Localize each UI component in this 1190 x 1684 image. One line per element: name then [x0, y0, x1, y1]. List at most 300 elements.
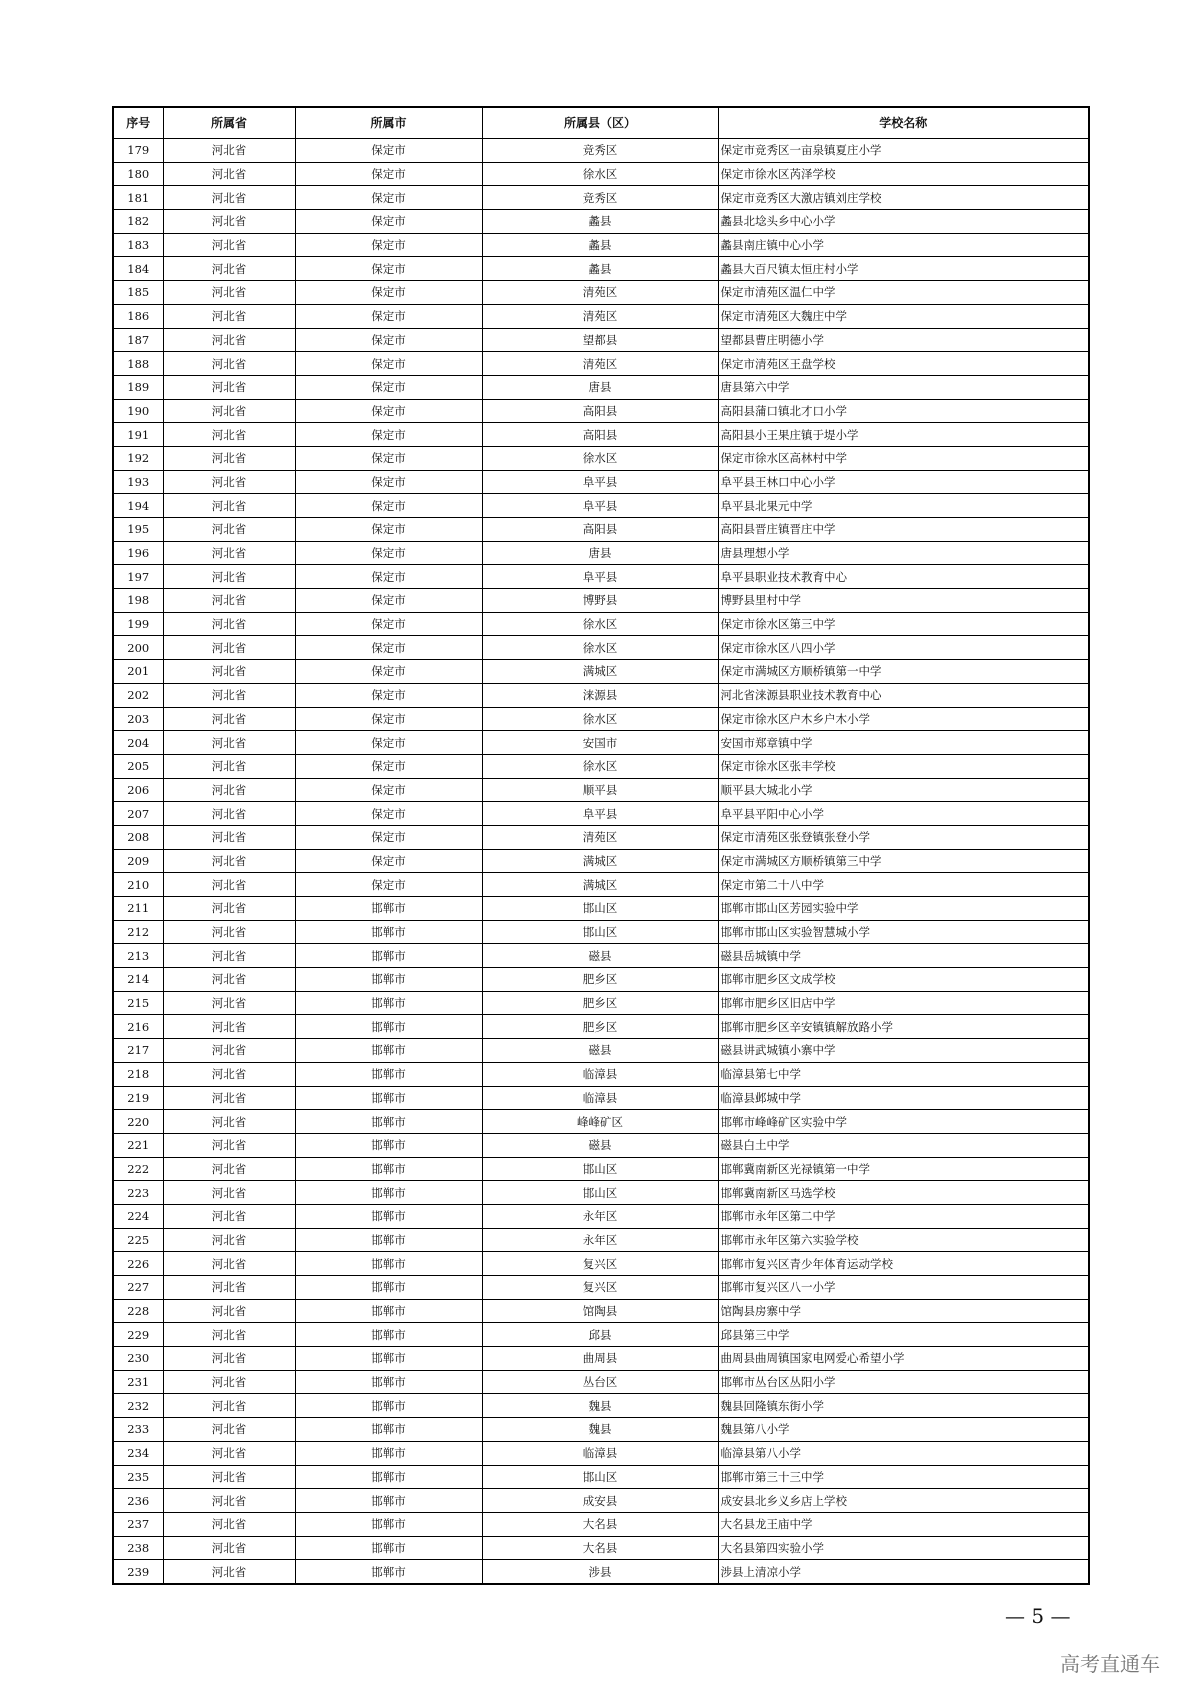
cell-school-name: 蠡县北埝头乡中心小学: [718, 210, 1089, 234]
table-row: [113, 1015, 1089, 1039]
table-row: [113, 1394, 1089, 1418]
cell-city: 邯郸市: [295, 1441, 482, 1465]
cell-city: 保定市: [295, 139, 482, 163]
cell-city: 保定市: [295, 375, 482, 399]
header-province: 所属省: [163, 107, 295, 139]
table-row: [113, 1228, 1089, 1252]
table-row: [113, 1323, 1089, 1347]
page-number: — 5 —: [1005, 1604, 1071, 1628]
cell-index: 189: [113, 375, 163, 399]
cell-county: 魏县: [482, 1418, 718, 1442]
cell-city: 保定市: [295, 754, 482, 778]
table-row: [113, 1418, 1089, 1442]
cell-province: 河北省: [163, 1039, 295, 1063]
cell-school-name: 涉县上清凉小学: [718, 1560, 1089, 1584]
cell-school-name: 蠡县大百尺镇太恒庄村小学: [718, 257, 1089, 281]
cell-province: 河北省: [163, 1536, 295, 1560]
table-row: [113, 944, 1089, 968]
cell-city: 保定市: [295, 518, 482, 542]
header-city: 所属市: [295, 107, 482, 139]
cell-county: 峰峰矿区: [482, 1110, 718, 1134]
cell-index: 205: [113, 754, 163, 778]
cell-school-name: 邯郸市邯山区芳园实验中学: [718, 897, 1089, 921]
cell-province: 河北省: [163, 1110, 295, 1134]
table-row: [113, 1204, 1089, 1228]
cell-index: 203: [113, 707, 163, 731]
cell-province: 河北省: [163, 1062, 295, 1086]
cell-index: 212: [113, 920, 163, 944]
table-row: [113, 920, 1089, 944]
cell-index: 191: [113, 423, 163, 447]
cell-province: 河北省: [163, 1512, 295, 1536]
cell-county: 成安县: [482, 1489, 718, 1513]
cell-index: 192: [113, 446, 163, 470]
cell-province: 河北省: [163, 565, 295, 589]
cell-county: 清苑区: [482, 825, 718, 849]
table-row: [113, 470, 1089, 494]
cell-index: 198: [113, 589, 163, 613]
cell-province: 河北省: [163, 1489, 295, 1513]
cell-province: 河北省: [163, 991, 295, 1015]
cell-county: 永年区: [482, 1204, 718, 1228]
cell-county: 满城区: [482, 660, 718, 684]
cell-city: 保定市: [295, 873, 482, 897]
cell-school-name: 蠡县南庄镇中心小学: [718, 233, 1089, 257]
cell-city: 保定市: [295, 707, 482, 731]
cell-county: 复兴区: [482, 1276, 718, 1300]
cell-index: 179: [113, 139, 163, 163]
table-row: [113, 1370, 1089, 1394]
cell-county: 满城区: [482, 849, 718, 873]
cell-province: 河北省: [163, 1086, 295, 1110]
cell-school-name: 邯郸市永年区第二中学: [718, 1204, 1089, 1228]
table-row: [113, 825, 1089, 849]
cell-school-name: 邯郸市永年区第六实验学校: [718, 1228, 1089, 1252]
cell-school-name: 邯郸市丛台区丛阳小学: [718, 1370, 1089, 1394]
table-row: [113, 683, 1089, 707]
table-row: [113, 1489, 1089, 1513]
cell-county: 唐县: [482, 541, 718, 565]
cell-city: 保定市: [295, 825, 482, 849]
cell-city: 保定市: [295, 210, 482, 234]
cell-province: 河北省: [163, 1394, 295, 1418]
cell-school-name: 阜平县平阳中心小学: [718, 802, 1089, 826]
table-row: [113, 233, 1089, 257]
cell-school-name: 保定市徐水区八四小学: [718, 636, 1089, 660]
cell-province: 河北省: [163, 1276, 295, 1300]
cell-index: 234: [113, 1441, 163, 1465]
cell-county: 唐县: [482, 375, 718, 399]
table-row: [113, 162, 1089, 186]
cell-city: 保定市: [295, 352, 482, 376]
cell-city: 保定市: [295, 328, 482, 352]
cell-index: 222: [113, 1157, 163, 1181]
cell-province: 河北省: [163, 1157, 295, 1181]
cell-province: 河北省: [163, 778, 295, 802]
table-row: [113, 991, 1089, 1015]
cell-province: 河北省: [163, 1418, 295, 1442]
cell-school-name: 阜平县王林口中心小学: [718, 470, 1089, 494]
cell-province: 河北省: [163, 825, 295, 849]
cell-school-name: 邯郸市复兴区青少年体育运动学校: [718, 1252, 1089, 1276]
table-row: [113, 873, 1089, 897]
cell-city: 邯郸市: [295, 1489, 482, 1513]
table-row: [113, 1181, 1089, 1205]
cell-index: 223: [113, 1181, 163, 1205]
table-row: [113, 1276, 1089, 1300]
cell-school-name: 大名县龙王庙中学: [718, 1512, 1089, 1536]
cell-index: 209: [113, 849, 163, 873]
cell-index: 239: [113, 1560, 163, 1584]
cell-school-name: 保定市清苑区大魏庄中学: [718, 304, 1089, 328]
cell-county: 肥乡区: [482, 968, 718, 992]
table-row: [113, 802, 1089, 826]
cell-county: 临漳县: [482, 1441, 718, 1465]
cell-index: 237: [113, 1512, 163, 1536]
cell-province: 河北省: [163, 1560, 295, 1584]
cell-index: 188: [113, 352, 163, 376]
cell-school-name: 磁县讲武城镇小寨中学: [718, 1039, 1089, 1063]
cell-school-name: 邯郸市峰峰矿区实验中学: [718, 1110, 1089, 1134]
cell-province: 河北省: [163, 802, 295, 826]
cell-index: 231: [113, 1370, 163, 1394]
cell-province: 河北省: [163, 281, 295, 305]
table-row: [113, 1086, 1089, 1110]
table-row: [113, 281, 1089, 305]
cell-city: 保定市: [295, 778, 482, 802]
cell-province: 河北省: [163, 1181, 295, 1205]
cell-province: 河北省: [163, 849, 295, 873]
cell-school-name: 望都县曹庄明德小学: [718, 328, 1089, 352]
cell-school-name: 保定市清苑区张登镇张登小学: [718, 825, 1089, 849]
cell-city: 邯郸市: [295, 1252, 482, 1276]
cell-county: 顺平县: [482, 778, 718, 802]
cell-county: 复兴区: [482, 1252, 718, 1276]
cell-school-name: 邯郸市肥乡区旧店中学: [718, 991, 1089, 1015]
table-row: [113, 754, 1089, 778]
cell-county: 阜平县: [482, 470, 718, 494]
table-row: [113, 186, 1089, 210]
table-row: [113, 1110, 1089, 1134]
cell-school-name: 保定市清苑区王盘学校: [718, 352, 1089, 376]
cell-province: 河北省: [163, 304, 295, 328]
cell-county: 邯山区: [482, 920, 718, 944]
table-row: [113, 707, 1089, 731]
cell-city: 保定市: [295, 565, 482, 589]
cell-city: 保定市: [295, 446, 482, 470]
cell-school-name: 邯郸市肥乡区辛安镇镇解放路小学: [718, 1015, 1089, 1039]
cell-county: 蠡县: [482, 233, 718, 257]
watermark: 高考直通车: [1060, 1652, 1160, 1676]
cell-city: 邯郸市: [295, 1347, 482, 1371]
cell-city: 邯郸市: [295, 1512, 482, 1536]
cell-province: 河北省: [163, 968, 295, 992]
cell-province: 河北省: [163, 1299, 295, 1323]
cell-province: 河北省: [163, 920, 295, 944]
cell-province: 河北省: [163, 1252, 295, 1276]
cell-province: 河北省: [163, 518, 295, 542]
cell-city: 保定市: [295, 281, 482, 305]
cell-school-name: 临漳县邺城中学: [718, 1086, 1089, 1110]
cell-index: 227: [113, 1276, 163, 1300]
cell-city: 邯郸市: [295, 1015, 482, 1039]
cell-province: 河北省: [163, 470, 295, 494]
cell-city: 邯郸市: [295, 897, 482, 921]
cell-city: 邯郸市: [295, 1536, 482, 1560]
table-row: [113, 328, 1089, 352]
cell-county: 徐水区: [482, 636, 718, 660]
cell-county: 磁县: [482, 1039, 718, 1063]
cell-city: 邯郸市: [295, 1560, 482, 1584]
cell-city: 邯郸市: [295, 1133, 482, 1157]
table-row: [113, 399, 1089, 423]
cell-county: 竞秀区: [482, 139, 718, 163]
cell-county: 邯山区: [482, 1465, 718, 1489]
cell-county: 高阳县: [482, 518, 718, 542]
cell-school-name: 博野县里村中学: [718, 589, 1089, 613]
cell-index: 220: [113, 1110, 163, 1134]
cell-school-name: 馆陶县房寨中学: [718, 1299, 1089, 1323]
cell-school-name: 保定市竞秀区一亩泉镇夏庄小学: [718, 139, 1089, 163]
cell-school-name: 保定市满城区方顺桥镇第三中学: [718, 849, 1089, 873]
table-row: [113, 1536, 1089, 1560]
cell-city: 保定市: [295, 731, 482, 755]
cell-index: 193: [113, 470, 163, 494]
cell-county: 涞源县: [482, 683, 718, 707]
table-row: [113, 968, 1089, 992]
cell-school-name: 保定市第二十八中学: [718, 873, 1089, 897]
table-row: [113, 636, 1089, 660]
cell-province: 河北省: [163, 683, 295, 707]
cell-index: 185: [113, 281, 163, 305]
cell-index: 216: [113, 1015, 163, 1039]
cell-county: 邱县: [482, 1323, 718, 1347]
table-row: [113, 1039, 1089, 1063]
cell-index: 226: [113, 1252, 163, 1276]
cell-school-name: 阜平县职业技术教育中心: [718, 565, 1089, 589]
cell-province: 河北省: [163, 186, 295, 210]
cell-index: 228: [113, 1299, 163, 1323]
table-row: [113, 565, 1089, 589]
cell-school-name: 保定市徐水区第三中学: [718, 612, 1089, 636]
cell-school-name: 大名县第四实验小学: [718, 1536, 1089, 1560]
cell-province: 河北省: [163, 944, 295, 968]
cell-province: 河北省: [163, 1323, 295, 1347]
cell-city: 邯郸市: [295, 991, 482, 1015]
cell-county: 满城区: [482, 873, 718, 897]
header-index: 序号: [113, 107, 163, 139]
cell-school-name: 成安县北乡义乡店上学校: [718, 1489, 1089, 1513]
cell-school-name: 邯郸冀南新区马选学校: [718, 1181, 1089, 1205]
cell-county: 徐水区: [482, 612, 718, 636]
cell-county: 肥乡区: [482, 991, 718, 1015]
cell-province: 河北省: [163, 1347, 295, 1371]
table-body: [113, 139, 1089, 1584]
cell-province: 河北省: [163, 257, 295, 281]
cell-county: 竞秀区: [482, 186, 718, 210]
cell-index: 196: [113, 541, 163, 565]
table-row: [113, 1512, 1089, 1536]
cell-school-name: 磁县白土中学: [718, 1133, 1089, 1157]
cell-school-name: 唐县理想小学: [718, 541, 1089, 565]
cell-city: 邯郸市: [295, 944, 482, 968]
table-row: [113, 375, 1089, 399]
cell-province: 河北省: [163, 1228, 295, 1252]
cell-school-name: 邯郸市肥乡区文成学校: [718, 968, 1089, 992]
cell-county: 阜平县: [482, 802, 718, 826]
cell-school-name: 保定市徐水区高林村中学: [718, 446, 1089, 470]
table-row: [113, 612, 1089, 636]
cell-city: 保定市: [295, 162, 482, 186]
header-county: 所属县（区）: [482, 107, 718, 139]
table-row: [113, 849, 1089, 873]
cell-county: 望都县: [482, 328, 718, 352]
cell-city: 邯郸市: [295, 1323, 482, 1347]
cell-province: 河北省: [163, 660, 295, 684]
cell-index: 229: [113, 1323, 163, 1347]
cell-index: 217: [113, 1039, 163, 1063]
cell-county: 曲周县: [482, 1347, 718, 1371]
cell-province: 河北省: [163, 352, 295, 376]
cell-index: 238: [113, 1536, 163, 1560]
cell-county: 蠡县: [482, 257, 718, 281]
cell-city: 邯郸市: [295, 1418, 482, 1442]
table-row: [113, 210, 1089, 234]
cell-index: 206: [113, 778, 163, 802]
cell-county: 徐水区: [482, 754, 718, 778]
cell-county: 阜平县: [482, 565, 718, 589]
cell-school-name: 顺平县大城北小学: [718, 778, 1089, 802]
cell-index: 200: [113, 636, 163, 660]
cell-school-name: 高阳县小王果庄镇于堤小学: [718, 423, 1089, 447]
cell-index: 199: [113, 612, 163, 636]
table-row: [113, 1560, 1089, 1584]
cell-province: 河北省: [163, 375, 295, 399]
cell-county: 大名县: [482, 1512, 718, 1536]
cell-school-name: 保定市徐水区户木乡户木小学: [718, 707, 1089, 731]
cell-index: 232: [113, 1394, 163, 1418]
cell-index: 230: [113, 1347, 163, 1371]
cell-province: 河北省: [163, 636, 295, 660]
cell-county: 馆陶县: [482, 1299, 718, 1323]
cell-index: 190: [113, 399, 163, 423]
table-row: [113, 1465, 1089, 1489]
cell-county: 高阳县: [482, 423, 718, 447]
cell-county: 高阳县: [482, 399, 718, 423]
cell-city: 邯郸市: [295, 1086, 482, 1110]
cell-city: 邯郸市: [295, 1394, 482, 1418]
cell-county: 大名县: [482, 1536, 718, 1560]
cell-province: 河北省: [163, 233, 295, 257]
header-school-name: 学校名称: [718, 107, 1089, 139]
cell-school-name: 曲周县曲周镇国家电网爱心希望小学: [718, 1347, 1089, 1371]
table-row: [113, 494, 1089, 518]
cell-city: 邯郸市: [295, 1039, 482, 1063]
cell-province: 河北省: [163, 423, 295, 447]
cell-index: 207: [113, 802, 163, 826]
cell-school-name: 磁县岳城镇中学: [718, 944, 1089, 968]
cell-index: 233: [113, 1418, 163, 1442]
cell-index: 204: [113, 731, 163, 755]
cell-province: 河北省: [163, 1204, 295, 1228]
cell-province: 河北省: [163, 1441, 295, 1465]
cell-county: 博野县: [482, 589, 718, 613]
cell-city: 保定市: [295, 802, 482, 826]
table-row: [113, 1347, 1089, 1371]
cell-city: 保定市: [295, 636, 482, 660]
cell-index: 187: [113, 328, 163, 352]
cell-city: 保定市: [295, 399, 482, 423]
cell-index: 181: [113, 186, 163, 210]
cell-county: 阜平县: [482, 494, 718, 518]
cell-city: 邯郸市: [295, 1370, 482, 1394]
cell-index: 184: [113, 257, 163, 281]
cell-index: 225: [113, 1228, 163, 1252]
cell-province: 河北省: [163, 897, 295, 921]
cell-county: 徐水区: [482, 162, 718, 186]
cell-school-name: 临漳县第七中学: [718, 1062, 1089, 1086]
cell-province: 河北省: [163, 589, 295, 613]
cell-school-name: 高阳县晋庄镇晋庄中学: [718, 518, 1089, 542]
cell-province: 河北省: [163, 873, 295, 897]
cell-index: 221: [113, 1133, 163, 1157]
table-row: [113, 1252, 1089, 1276]
cell-county: 徐水区: [482, 707, 718, 731]
cell-school-name: 唐县第六中学: [718, 375, 1089, 399]
table-row: [113, 589, 1089, 613]
cell-county: 磁县: [482, 944, 718, 968]
cell-county: 涉县: [482, 1560, 718, 1584]
table-row: [113, 541, 1089, 565]
table-row: [113, 352, 1089, 376]
cell-index: 215: [113, 991, 163, 1015]
cell-province: 河北省: [163, 210, 295, 234]
cell-index: 180: [113, 162, 163, 186]
table-row: [113, 1157, 1089, 1181]
cell-city: 保定市: [295, 683, 482, 707]
cell-city: 保定市: [295, 233, 482, 257]
table-row: [113, 778, 1089, 802]
cell-province: 河北省: [163, 1133, 295, 1157]
cell-city: 邯郸市: [295, 1157, 482, 1181]
cell-province: 河北省: [163, 1015, 295, 1039]
cell-school-name: 邱县第三中学: [718, 1323, 1089, 1347]
cell-city: 邯郸市: [295, 1181, 482, 1205]
table-row: [113, 1062, 1089, 1086]
cell-city: 保定市: [295, 849, 482, 873]
cell-province: 河北省: [163, 754, 295, 778]
table-row: [113, 1299, 1089, 1323]
cell-county: 邯山区: [482, 1157, 718, 1181]
cell-county: 丛台区: [482, 1370, 718, 1394]
cell-county: 清苑区: [482, 352, 718, 376]
cell-school-name: 安国市郑章镇中学: [718, 731, 1089, 755]
cell-county: 邯山区: [482, 897, 718, 921]
cell-city: 保定市: [295, 257, 482, 281]
table-row: [113, 1441, 1089, 1465]
cell-index: 208: [113, 825, 163, 849]
cell-county: 临漳县: [482, 1086, 718, 1110]
cell-index: 219: [113, 1086, 163, 1110]
cell-school-name: 保定市满城区方顺桥镇第一中学: [718, 660, 1089, 684]
cell-index: 195: [113, 518, 163, 542]
cell-school-name: 保定市清苑区温仁中学: [718, 281, 1089, 305]
cell-province: 河北省: [163, 328, 295, 352]
cell-school-name: 临漳县第八小学: [718, 1441, 1089, 1465]
cell-city: 邯郸市: [295, 1062, 482, 1086]
cell-index: 202: [113, 683, 163, 707]
cell-province: 河北省: [163, 707, 295, 731]
